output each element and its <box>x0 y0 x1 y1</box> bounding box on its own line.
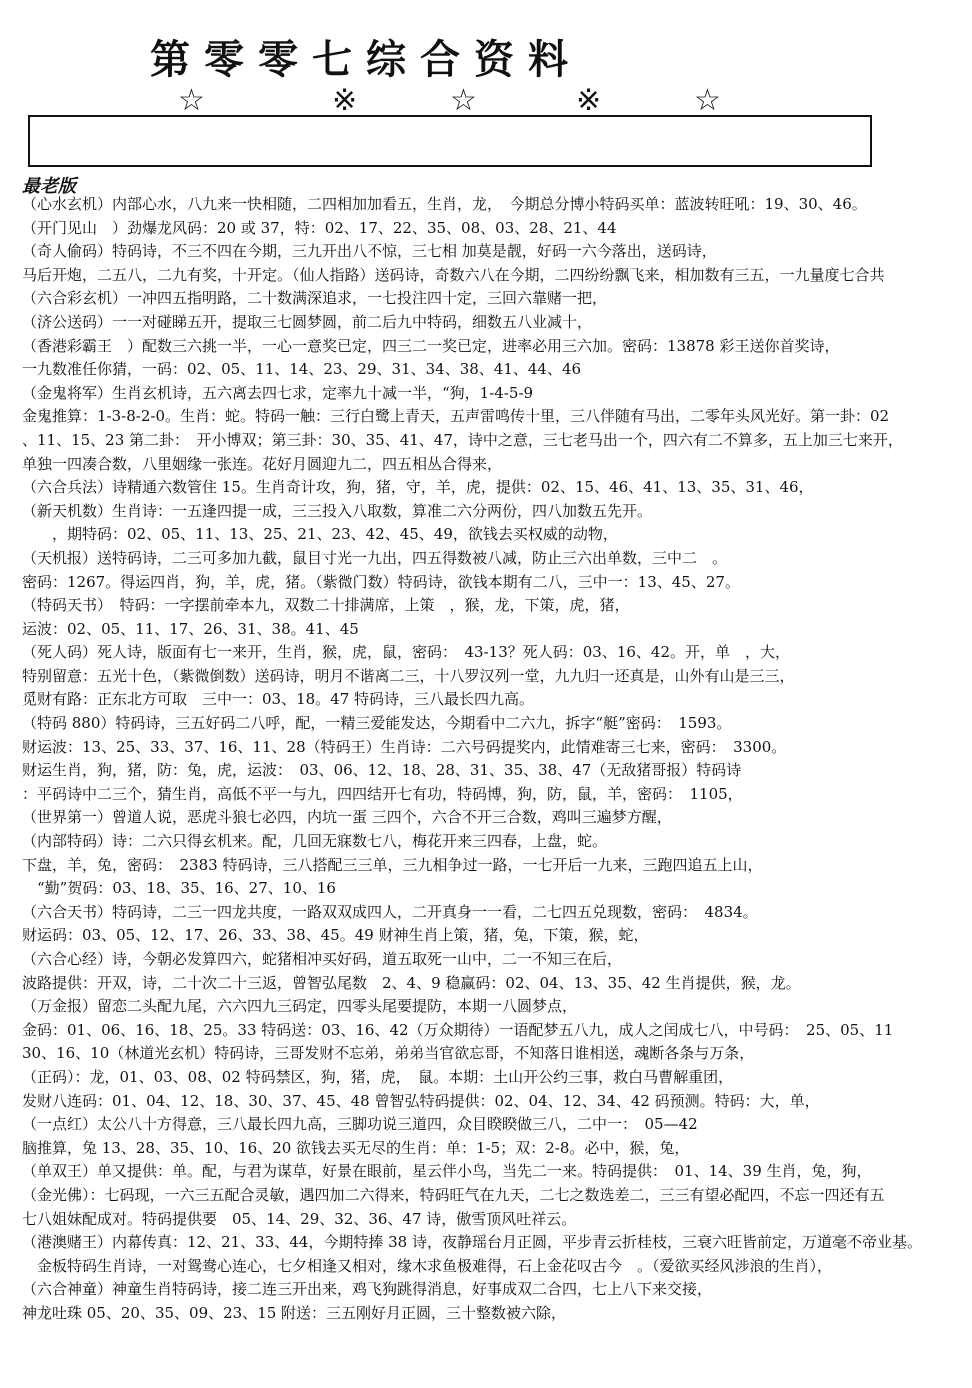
text-line: 、11、15、23 第二卦： 开小博双；第三卦：30、35、41、47，诗中之意，三七老马出一个，四六有二不算多，五上加三七来开， <box>22 430 903 449</box>
text-line: 神龙吐珠 05、20、35、09、23、15 附送：三五刚好月正圆，三十整数被六除， <box>22 1303 567 1322</box>
text-line: （济公送码）一一对碰睇五开，提取三七圆梦圆，前二后九中特码，细数五八业减十， <box>22 312 593 331</box>
text-line: （单双王）单又提供：单。配，与君为谋草，好景在眼前，星云伴小鸟，当先二一来。特码提供： 01、14、39 生肖，兔，狗， <box>22 1162 872 1181</box>
text-line: 财运生肖，狗，猪，防：兔，虎，运波： 03、06、12、18、28、31、35、38、47（无敌猪哥报）特码诗 <box>22 761 742 780</box>
section-label: 最老版 <box>22 176 76 197</box>
text-line: 特别留意：五光十色，（紫微倒数）送码诗，明月不谐离二三，十八罗汉列一堂，九九归一还真是，山外有山是三三， <box>22 666 795 685</box>
text-line: 金码：01、06、16、18、25。33 特码送：03、16、42（万众期待）一语配梦五八九，成人之闰成七八，中号码： 25、05、11 <box>22 1020 894 1039</box>
text-line: ，期特码：02、05、11、13、25、21、23、42、45、49，欲钱去买权威的动物， <box>22 525 618 544</box>
text-line: （新天机数）生肖诗：一五逢四提一成，三三投入八取数，算准二六分两份，四八加数五先开。 <box>22 501 653 520</box>
text-line: “勤”贺码：03、18、35、16、27、10、16 <box>22 879 336 898</box>
text-line: 七八姐妹配成对。特码提供要 05、14、29、32、36、47 诗，傲雪顶风吐祥云。 <box>22 1209 577 1228</box>
reference-mark-icon: ※ <box>332 83 358 118</box>
text-line: （世界第一）曾道人说，恶虎斗狼七必四，内坑一蛋 三四个，六合不开三合数，鸡叫三遍梦方醒， <box>22 808 672 827</box>
decoration-row <box>0 84 972 118</box>
star-icon: ☆ <box>450 83 477 118</box>
text-line: （死人码）死人诗，版面有七一来开，生肖，猴，虎，鼠，密码： 43-13？死人码：03、16、42。开，单 ，大， <box>22 643 791 662</box>
text-line: 一九数准任你猜，一码：02、05、11、14、23、29、31、34、38、41、44、46 <box>22 360 582 379</box>
text-line: （心水玄机）内部心水，八九来一快相随，二四相加加看五，生肖，龙， 今期总分博小特码买单：蓝波转旺吼：19、30、46。 <box>22 195 867 213</box>
text-line: （六合神童）神童生肖特码诗，接二连三开出来，鸡飞狗跳得消息，好事成双二合四，七上八下来交接， <box>22 1280 713 1299</box>
text-line: 波路提供：开双，诗，二十次二十三返，曾智弘尾数 2、4、9 稳赢码：02、04、13、35、42 生肖提供，猴，龙。 <box>22 973 801 992</box>
reference-mark-icon: ※ <box>576 83 602 118</box>
text-line: 密码：1267。得运四肖，狗，羊，虎，猪。（紫微门数）特码诗，欲钱本期有二八，三中一：13、45、27。 <box>22 572 740 591</box>
text-line: （奇人偷码）特码诗，不三不四在今期，三九开出八不惊，三七相 加莫是靓，好码一六今落出，送码诗， <box>22 242 717 261</box>
text-line: 单独一四凑合数，八里姻缘一张连。花好月圆迎九二，四五相丛合得来， <box>22 454 503 473</box>
text-line: （特码 880）特码诗，三五好码二八呼，配，一精三爱能发达，今期看中二六九，拆字“艇”密码： 1593。 <box>22 714 732 733</box>
text-line: 金板特码生肖诗，一对鸳鸯心连心，七夕相逢又相对，缘木求鱼极难得，石上金花叹古今 。（爱欲买经风涉浪的生肖）， <box>22 1256 833 1275</box>
text-line: （特码天书） 特码：一字摆前牵本九，双数二十排满席，上策 ，猴，龙，下策，虎，猪， <box>22 596 630 615</box>
text-line: （天机报）送特码诗，二三可多加九截，鼠目寸光一九出，四五得数被八减，防止三六出单数，三中二 。 <box>22 548 728 567</box>
star-icon: ☆ <box>694 83 721 118</box>
text-line: （金鬼将军）生肖玄机诗，五六离去四七求，定率九十减一半，“狗，1-4-5-9 <box>22 383 534 402</box>
text-line: （正码）：龙，01、03、08、02 特码禁区，狗，猪，虎， 鼠。本期：土山开公约三事，救白马曹解重团， <box>22 1067 734 1086</box>
text-line: （六合彩玄机）一冲四五指明路，二十数满深追求，一七投注四十定，三回六靠赌一把， <box>22 289 608 308</box>
text-line: 觅财有路：正东北方可取 三中一：03、18。47 特码诗，三八最长四九高。 <box>22 690 535 709</box>
text-line: （万金报）留恋二头配九尾，六六四九三码定，四零头尾要提防，本期一八圆梦点， <box>22 997 578 1016</box>
text-line: 金鬼推算：1-3-8-2-0。生肖：蛇。特码一触：三行白鹭上青天，五声雷鸣传十里，三八伴随有马出，二零年头风光好。第一卦：02 <box>22 407 890 426</box>
text-line: 运波：02、05、11、17、26、31、38。41、45 <box>22 619 359 638</box>
content-body <box>22 193 970 1326</box>
text-line: 财运波：13、25、33、37、16、11、28（特码王）生肖诗：二六号码提奖内，此情难寄三七来，密码： 3300。 <box>22 737 787 756</box>
text-line: （六合心经）诗，今朝必发算四六，蛇猪相冲买好码，道五取死一山中，二一不知三在后， <box>22 950 623 968</box>
page-title: 第零零七综合资料 <box>150 36 582 83</box>
text-line: 财运码：03、05、12、17、26、33、38、45。49 财神生肖上策，猪，兔，下策，猴，蛇， <box>22 926 649 945</box>
text-line: （香港彩霸王 ）配数三六挑一半，一心一意奖已定，四三二一奖已定，进率必用三六加。密码：13878 彩王送你首奖诗， <box>22 336 840 355</box>
text-line: 马后开炮，二五八，二九有奖，十开定。（仙人指路）送码诗，奇数六八在今期，二四纷纷飘飞来，相加数有三五，一九量度七合共 <box>22 265 885 284</box>
star-icon: ☆ <box>178 83 205 118</box>
text-line: ：平码诗中二三个，猜生肖，高低不平一与九，四四结开七有功，特码博，狗，防，鼠，羊，密码： 1105， <box>22 784 743 803</box>
text-line: 脑推算，兔 13、28、35、10、16、20 欲钱去买无尽的生肖：单：1-5；双：2-8。必中，猴，兔， <box>22 1138 690 1157</box>
text-line: 30、16、10（林道光玄机）特码诗，三哥发财不忘弟，弟弟当官欲忘哥，不知落日谁相送，魂断各条与万条， <box>22 1044 755 1063</box>
text-line: 发财八连码：01、04、12、18、30、37、45、48 曾智弘特码提供：02、04、12、34、42 码预测。特码：大，单， <box>22 1091 820 1110</box>
text-line: （内部特码）诗：二六只得玄机来。配，几回无寐数七八，梅花开来三四春，上盘，蛇。 <box>22 832 608 851</box>
text-line: （开门见山 ）劲爆龙风码：20 或 37，特：02、17、22、35、08、03、28、21、44 <box>22 218 617 237</box>
text-line: （金光佛）：七码现，一六三五配合灵敏，遇四加二六得来，特码旺气在九天，二七之数选差二，三三有望必配四，不忘一四还有五 <box>22 1185 885 1204</box>
text-line: （港澳赌王）内幕传真：12、21、33、44，今期特捧 38 诗，夜静瑶台月正圆，平步青云折桂枝，三衰六旺皆前定，万道毫不帝业基。 <box>22 1233 922 1252</box>
text-line: （一点红）太公八十方得意，三八最长四九高，三脚功说三道四，众目睽睽做三八，二中一： 05—42 <box>22 1115 698 1134</box>
text-line: （六合天书）特码诗，二三一四龙共度，一路双双成四人，二开真身一一看，二七四五兑现数，密码： 4834。 <box>22 902 758 921</box>
text-line: 下盘，羊，兔，密码： 2383 特码诗，三八搭配三三单，三九相争过一路，一七开后一九来，三跑四追五上山， <box>22 855 763 874</box>
blank-frame <box>28 115 872 167</box>
text-line: （六合兵法）诗精通六数管住 15。生肖奇计攻，狗，猪，守，羊，虎，提供：02、15、46、41、13、35、31、46， <box>22 478 814 497</box>
